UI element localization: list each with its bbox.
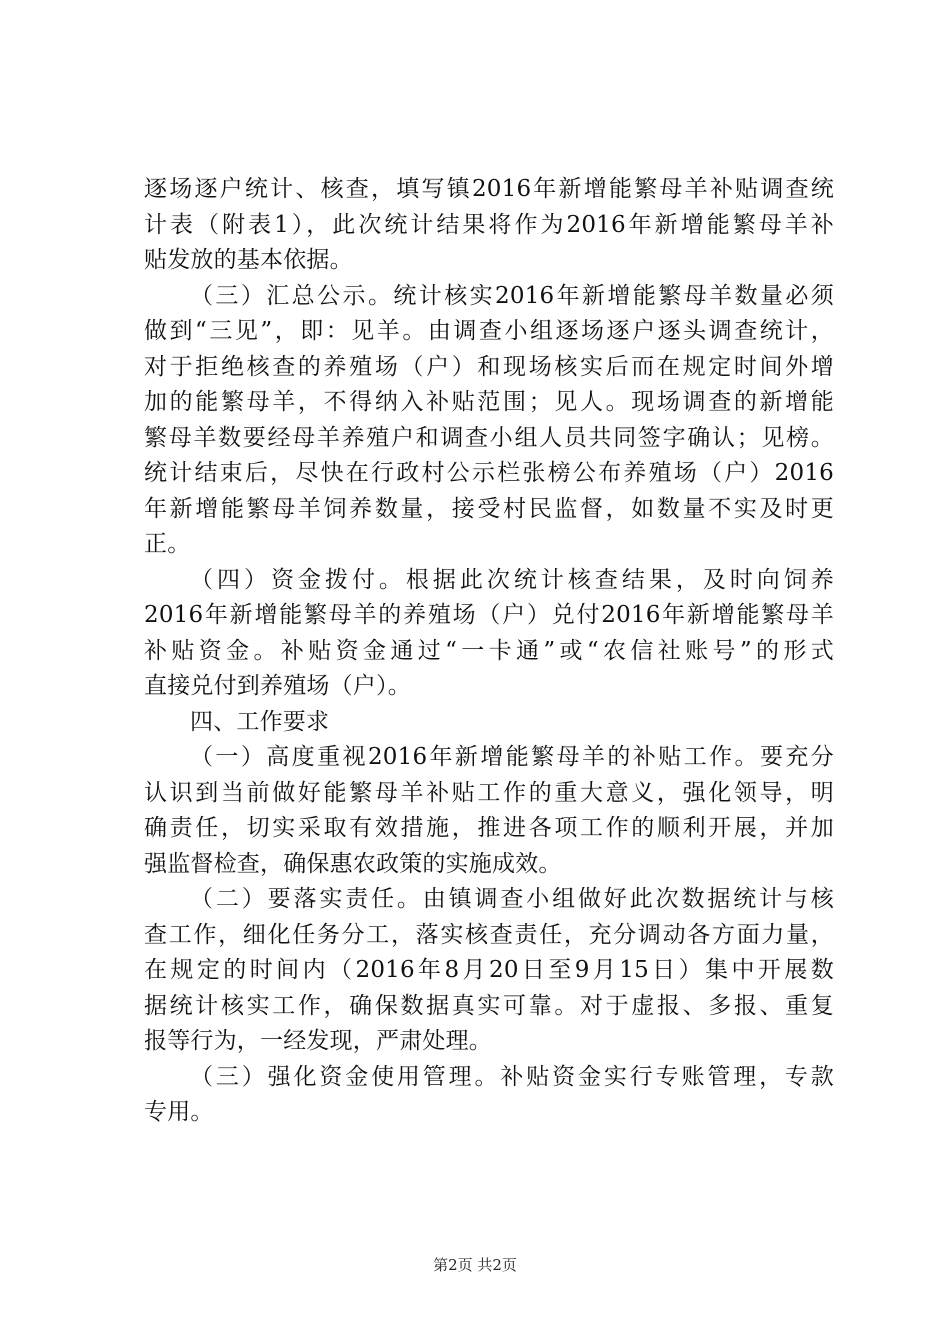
text-line: 专用。 — [144, 1099, 214, 1125]
text-line: 统计结束后，尽快在行政村公示栏张榜公布养殖场（户）2016 — [144, 460, 834, 486]
text-line: 据统计核实工作，确保数据真实可靠。对于虚报、多报、重复 — [144, 992, 834, 1019]
page-footer — [0, 1255, 950, 1275]
text-line: 强监督检查，确保惠农政策的实施成效。 — [144, 850, 562, 877]
paragraph — [144, 882, 834, 1060]
document-body — [144, 172, 834, 1131]
text-line: （三）汇总公示。统计核实2016年新增能繁母羊数量必须 — [190, 282, 834, 309]
paragraph — [144, 740, 834, 882]
text-line: 计表（附表1），此次统计结果将作为2016年新增能繁母羊补 — [144, 211, 834, 238]
text-line: 报等行为，一经发现，严肃处理。 — [144, 1028, 492, 1054]
text-line: 贴发放的基本依据。 — [144, 247, 353, 273]
text-line: 逐场逐户统计、核查，填写镇2016年新增能繁母羊补贴调查统 — [144, 176, 834, 202]
text-line: 2016年新增能繁母羊的养殖场（户）兑付2016年新增能繁母羊 — [144, 602, 834, 628]
text-line: 补贴资金。补贴资金通过“一卡通”或“农信社账号”的形式 — [144, 637, 834, 664]
text-line: 正。 — [144, 531, 191, 557]
text-line: （四）资金拨付。根据此次统计核查结果，及时向饲养 — [190, 566, 834, 593]
text-line: 做到“三见”，即：见羊。由调查小组逐场逐户逐头调查统计， — [144, 318, 834, 344]
text-line: 加的能繁母羊，不得纳入补贴范围；见人。现场调查的新增能 — [144, 389, 834, 415]
paragraph — [144, 279, 834, 563]
paragraph — [144, 172, 834, 279]
text-line: 对于拒绝核查的养殖场（户）和现场核实后而在规定时间外增 — [144, 353, 834, 380]
text-line: 查工作，细化任务分工，落实核查责任，充分调动各方面力量， — [144, 921, 834, 948]
text-line: 繁母羊数要经母羊养殖户和调查小组人员共同签字确认；见榜。 — [144, 424, 834, 451]
text-line: 直接兑付到养殖场（户）。 — [144, 673, 411, 699]
text-line: 年新增能繁母羊饲养数量，接受村民监督，如数量不实及时更 — [144, 495, 834, 522]
text-line: （一）高度重视2016年新增能繁母羊的补贴工作。要充分 — [190, 744, 834, 770]
text-line: （三）强化资金使用管理。补贴资金实行专账管理，专款 — [190, 1063, 834, 1090]
text-line: （二）要落实责任。由镇调查小组做好此次数据统计与核 — [190, 886, 834, 912]
section-heading — [144, 705, 834, 741]
text-line: 四、工作要求 — [190, 708, 330, 735]
text-line: 认识到当前做好能繁母羊补贴工作的重大意义，强化领导，明 — [144, 779, 834, 806]
page-number: 第2页 共2页 — [433, 1256, 517, 1274]
paragraph — [144, 1060, 834, 1131]
paragraph — [144, 563, 834, 705]
text-line: 在规定的时间内（2016年8月20日至9月15日）集中开展数 — [144, 957, 834, 983]
text-line: 确责任，切实采取有效措施，推进各项工作的顺利开展，并加 — [144, 815, 834, 841]
